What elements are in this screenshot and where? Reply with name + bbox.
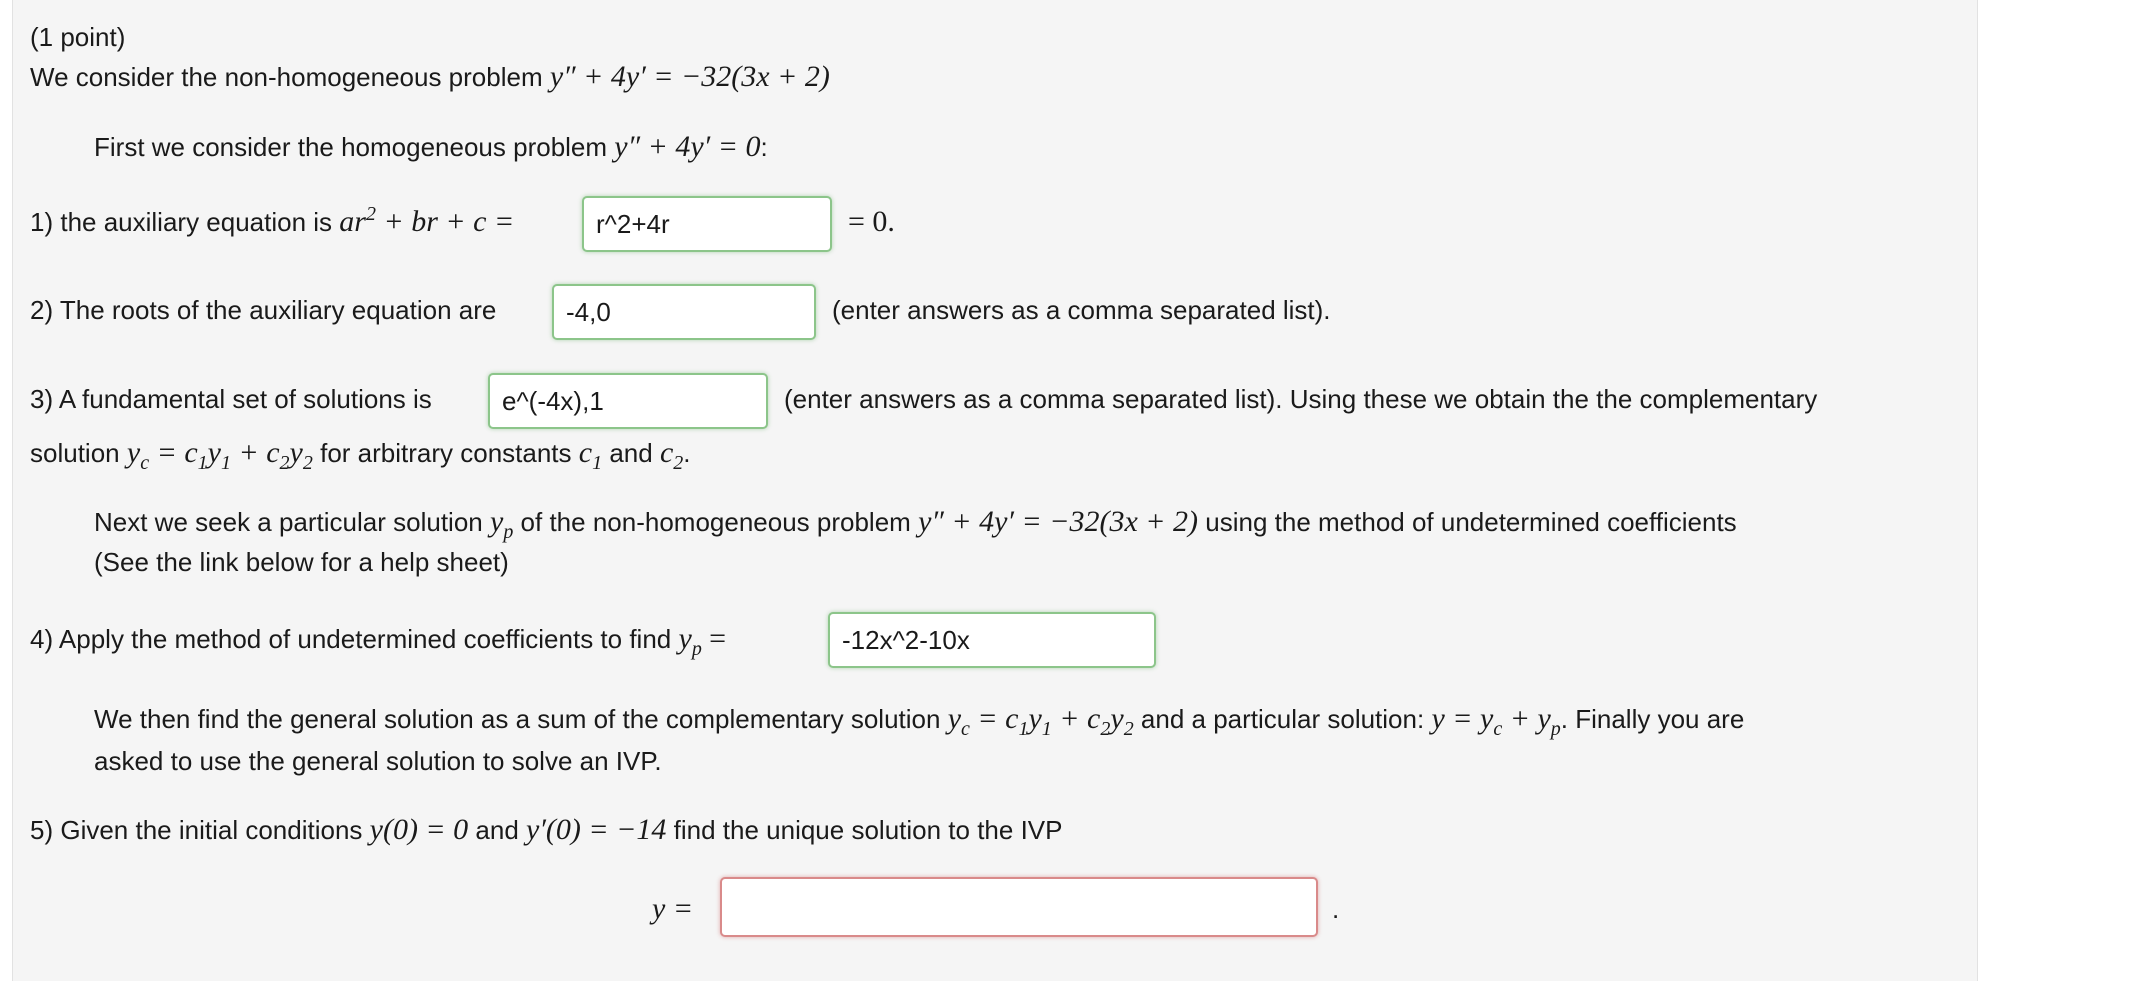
question-4-line [30,622,726,660]
particular-intro-line [94,505,1737,543]
auxiliary-equation-input[interactable] [582,196,832,252]
q3-text: 3) A fundamental set of solutions is [30,384,432,414]
q5-text-a: 5) Given the initial conditions [30,815,363,845]
points-label [30,20,125,54]
next-text-a: Next we seek a particular solution [94,507,483,537]
q5-period: . [1332,894,1340,924]
general-solution-line [94,702,1745,740]
constant-c2: $c_2$ [659,436,684,474]
help-sheet-line [94,545,509,579]
general-text-c: . Finally you are [1560,704,1745,734]
q1-expr: $ar^2$ + br + c = [339,203,515,238]
general-y-formula: $y = y_c + y_p$ [1431,702,1561,740]
fundamental-set-input[interactable] [488,373,768,429]
homog-text: First we consider the homogeneous problem [94,132,608,162]
help-sheet-text: (See the link below for a help sheet) [94,547,509,577]
general-text-a: We then find the general solution as a sum of the complementary solution [94,704,941,734]
q1-text: 1) the auxiliary equation is [30,207,333,237]
q3-line2-a: solution [30,438,120,468]
question-5-line [30,813,1062,847]
q3-line2-b: for arbitrary constants [320,438,572,468]
particular-solution-input[interactable] [828,612,1156,668]
homogeneous-line [94,130,768,164]
q3-suffix-wrap [784,382,1817,416]
general-line2-text: asked to use the general solution to solve an IVP. [94,746,662,776]
initial-condition-1: y(0) = 0 [369,813,469,846]
y-label: y = [652,892,694,925]
ivp-solution-input[interactable] [720,877,1318,937]
initial-condition-2: y′(0) = −14 [526,813,667,846]
q3-suffix: (enter answers as a comma separated list). Using these we obtain the the complementary [784,384,1818,414]
question-2-line [30,293,496,327]
next-text-c: using the method of undetermined coefficients [1205,507,1737,537]
general-yc-formula: $y_c = c_1y_1 + c_2y_2$ [947,702,1134,740]
general-line2 [94,744,662,778]
q3-line2-period: . [683,438,691,468]
constant-c1: $c_1$ [578,436,603,474]
q5-period-wrap [1332,892,1339,926]
homog-equation: y″ + 4y′ = 0 [614,130,761,163]
complementary-solution-formula: $y_c = c_1y_1 + c_2y_2$ [126,436,313,474]
q4-yp: $y_p$ [678,622,702,660]
intro-line [30,60,830,94]
points-text: (1 point) [30,22,126,52]
homog-colon: : [760,132,768,162]
q1-suffix: = 0. [848,205,895,238]
q4-eq: = [709,622,726,655]
q5-text-b: find the unique solution to the IVP [673,815,1063,845]
q3-line2-and: and [609,438,653,468]
q2-text: 2) The roots of the auxiliary equation are [30,295,497,325]
next-ode: y″ + 4y′ = −32(3x + 2) [918,505,1199,538]
q2-suffix-wrap [832,293,1331,327]
next-yp: $y_p$ [489,505,514,543]
next-text-b: of the non-homogeneous problem [520,507,911,537]
q2-suffix: (enter answers as a comma separated list). [832,295,1331,325]
question-3-line [30,382,432,416]
q4-text: 4) Apply the method of undetermined coefficients to find [30,624,672,654]
question-1-line [30,205,514,239]
q1-suffix-wrap [848,205,895,239]
ode-expression: y″ + 4y′ = −32(3x + 2) [549,60,830,93]
q5-and: and [475,815,519,845]
general-text-b: and a particular solution: [1140,704,1425,734]
q3-line2 [30,436,691,474]
intro-text: We consider the non-homogeneous problem [30,62,543,92]
roots-input[interactable] [552,284,816,340]
y-label-wrap [652,892,693,926]
